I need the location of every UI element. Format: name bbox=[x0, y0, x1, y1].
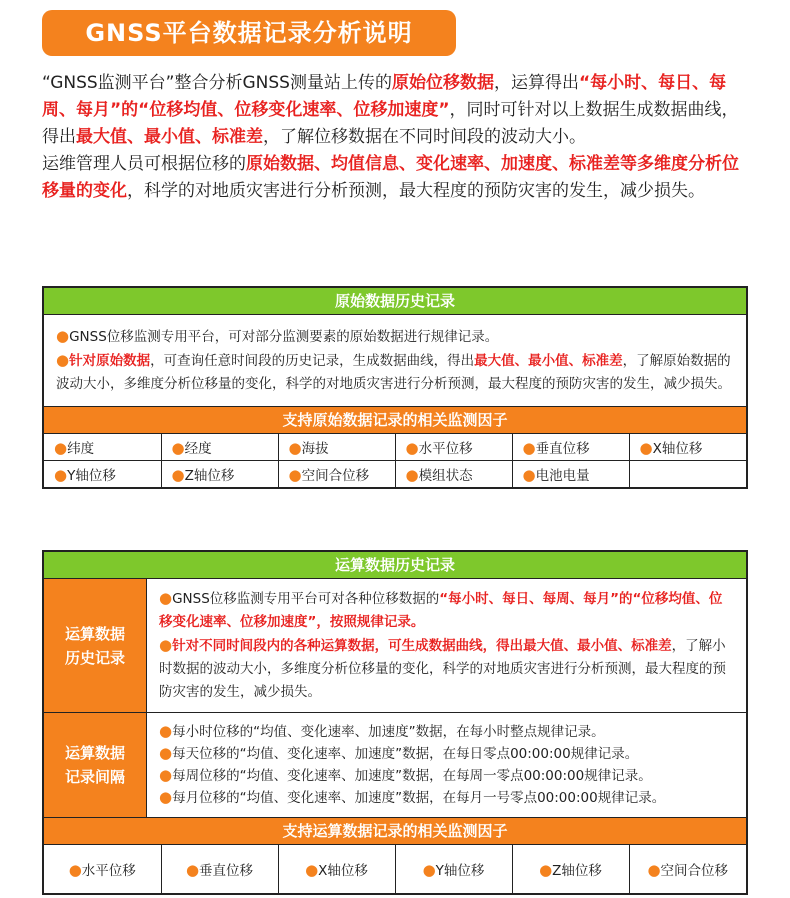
intro-paragraph-1 bbox=[42, 70, 752, 151]
factor-cell bbox=[512, 845, 629, 893]
raw-factors-table bbox=[44, 434, 746, 487]
factor-cell bbox=[278, 845, 395, 893]
orange-dot-icon: ● bbox=[647, 861, 661, 879]
factor-cell bbox=[512, 461, 629, 488]
orange-dot-icon: ● bbox=[405, 466, 419, 484]
factor-label: Z轴位移 bbox=[552, 863, 602, 879]
body-text: ，了解小时数据的波动大小，多维度分析位移量的变化，科学的对地质灾害进行分析预测，最大程度的预防灾害的发生，减少损失。 bbox=[159, 638, 726, 700]
calc-interval-label: 运算数据 记录间隔 bbox=[44, 713, 147, 817]
interval-item bbox=[159, 787, 734, 809]
calc-text-1 bbox=[159, 591, 722, 630]
body-text: 运维管理人员可根据位移的 bbox=[42, 154, 246, 174]
factor-cell bbox=[161, 434, 278, 461]
orange-dot-icon: ● bbox=[522, 439, 536, 457]
empty-cell bbox=[629, 461, 746, 488]
orange-dot-icon: ● bbox=[68, 861, 82, 879]
factor-label: 水平位移 bbox=[81, 863, 136, 879]
body-text: “GNSS监测平台”整合分析GNSS测量站上传的 bbox=[42, 73, 392, 93]
calc-factors-header: 支持运算数据记录的相关监测因子 bbox=[44, 817, 746, 845]
orange-dot-icon: ● bbox=[171, 439, 185, 457]
body-text: ，同时可针对以上数据生成数据曲线，得出 bbox=[42, 100, 739, 147]
orange-dot-icon: ● bbox=[288, 439, 302, 457]
factor-cell bbox=[395, 845, 512, 893]
factor-label: 垂直位移 bbox=[535, 441, 590, 457]
raw-data-header: 原始数据历史记录 bbox=[44, 288, 746, 315]
factor-label: X轴位移 bbox=[652, 441, 703, 457]
factor-label: Y轴位移 bbox=[67, 468, 116, 484]
raw-factors-header: 支持原始数据记录的相关监测因子 bbox=[44, 406, 746, 434]
raw-line-1: GNSS位移监测专用平台，可对部分监测要素的原始数据进行规律记录。 bbox=[69, 329, 499, 345]
interval-text: 每周位移的“均值、变化速率、加速度”数据，在每周一零点00:00:00规律记录。 bbox=[172, 768, 652, 784]
calc-interval-list bbox=[147, 713, 746, 817]
calc-history-description bbox=[147, 579, 746, 712]
interval-text: 每月位移的“均值、变化速率、加速度”数据，在每月一号零点00:00:00规律记录。 bbox=[172, 790, 666, 806]
orange-dot-icon: ● bbox=[171, 466, 185, 484]
factor-cell bbox=[44, 434, 161, 461]
highlight-text: 原始位移数据 bbox=[391, 73, 494, 93]
factor-cell bbox=[395, 434, 512, 461]
factor-label: 模组状态 bbox=[418, 468, 473, 484]
highlight-text: 针对不同时间段内的各种运算数据，可生成数据曲线，得出最大值、最小值、标准差 bbox=[172, 638, 672, 654]
orange-dot-icon: ● bbox=[405, 439, 419, 457]
highlight-text: 最大值、最小值、标准差 bbox=[474, 353, 623, 369]
factor-cell bbox=[44, 461, 161, 488]
factor-label: 海拔 bbox=[301, 441, 329, 457]
highlight-text: “每小时、每日、每周、每月”的“位移均值、位移变化速率、位移加速度” bbox=[42, 73, 727, 120]
orange-dot-icon: ● bbox=[159, 788, 173, 806]
factor-label: 垂直位移 bbox=[199, 863, 254, 879]
factor-cell bbox=[44, 845, 161, 893]
orange-dot-icon: ● bbox=[159, 722, 173, 740]
orange-dot-icon: ● bbox=[54, 466, 68, 484]
orange-dot-icon: ● bbox=[159, 766, 173, 784]
orange-dot-icon: ● bbox=[539, 861, 553, 879]
calc-data-card bbox=[42, 550, 748, 895]
orange-dot-icon: ● bbox=[639, 439, 653, 457]
orange-dot-icon: ● bbox=[54, 439, 68, 457]
factor-cell bbox=[629, 434, 746, 461]
orange-dot-icon: ● bbox=[422, 861, 436, 879]
factor-row bbox=[44, 434, 746, 461]
raw-line-2 bbox=[56, 353, 731, 392]
interval-text: 每天位移的“均值、变化速率、加速度”数据，在每日零点00:00:00规律记录。 bbox=[172, 746, 639, 762]
calc-interval-row bbox=[44, 713, 746, 817]
factor-label: 纬度 bbox=[67, 441, 95, 457]
interval-text: 每小时位移的“均值、变化速率、加速度”数据，在每小时整点规律记录。 bbox=[172, 724, 605, 740]
body-text: GNSS位移监测专用平台可对各种位移数据的 bbox=[172, 591, 440, 607]
interval-item bbox=[159, 765, 734, 787]
factor-label: Y轴位移 bbox=[435, 863, 485, 879]
orange-dot-icon: ● bbox=[159, 589, 173, 607]
factor-label: 空间合位移 bbox=[660, 863, 729, 879]
factor-row bbox=[44, 461, 746, 488]
orange-dot-icon: ● bbox=[288, 466, 302, 484]
orange-dot-icon: ● bbox=[522, 466, 536, 484]
factor-label: 电池电量 bbox=[535, 468, 590, 484]
calc-history-row bbox=[44, 579, 746, 713]
calc-data-header: 运算数据历史记录 bbox=[44, 552, 746, 579]
factor-cell bbox=[395, 461, 512, 488]
factor-cell bbox=[161, 845, 278, 893]
orange-dot-icon: ● bbox=[185, 861, 200, 879]
factor-cell bbox=[512, 434, 629, 461]
orange-dot-icon: ● bbox=[159, 744, 173, 762]
intro-paragraph-2 bbox=[42, 151, 752, 205]
raw-data-card bbox=[42, 286, 748, 489]
body-text: ，了解原始数据的波动大小，多维度分析位移量的变化，科学的对地质灾害进行分析预测，最大程度的预防灾害的发生，减少损失。 bbox=[56, 353, 731, 392]
body-text: ，科学的对地质灾害进行分析预测，最大程度的预防灾害的发生，减少损失。 bbox=[127, 181, 705, 201]
orange-dot-icon: ● bbox=[56, 327, 70, 345]
highlight-text: 针对原始数据 bbox=[69, 353, 151, 369]
highlight-text: 原始数据、均值信息、变化速率、加速度、标准差等多维度分析位移量的变化 bbox=[42, 154, 739, 201]
factor-cell bbox=[629, 845, 746, 893]
body-text: ，可查询任意时间段的历史记录，生成数据曲线，得出 bbox=[150, 353, 475, 369]
highlight-text: 最大值、最小值、标准差 bbox=[76, 127, 263, 147]
intro-section bbox=[42, 70, 752, 205]
orange-dot-icon: ● bbox=[56, 351, 70, 369]
factor-cell bbox=[278, 434, 395, 461]
calc-history-label: 运算数据 历史记录 bbox=[44, 579, 147, 712]
factor-cell bbox=[278, 461, 395, 488]
interval-item bbox=[159, 743, 734, 765]
orange-dot-icon: ● bbox=[159, 636, 173, 654]
factor-label: Z轴位移 bbox=[184, 468, 235, 484]
page-title: GNSS平台数据记录分析说明 bbox=[42, 10, 456, 56]
calc-text-2 bbox=[159, 638, 726, 700]
calc-factors-table bbox=[44, 845, 746, 893]
factor-label: 空间合位移 bbox=[301, 468, 370, 484]
body-text: ，了解位移数据在不同时间段的波动大小。 bbox=[263, 127, 586, 147]
highlight-text: “每小时、每日、每周、每月”的“位移均值、位移变化速率、位移加速度”，按照规律记录。 bbox=[159, 591, 723, 630]
orange-dot-icon: ● bbox=[305, 861, 319, 879]
raw-data-description bbox=[44, 315, 746, 406]
interval-item bbox=[159, 721, 734, 743]
factor-cell bbox=[161, 461, 278, 488]
calc-factors-row bbox=[44, 845, 746, 893]
body-text: ，运算得出 bbox=[493, 73, 579, 93]
factor-label: 水平位移 bbox=[418, 441, 473, 457]
factor-label: X轴位移 bbox=[318, 863, 368, 879]
factor-label: 经度 bbox=[184, 441, 212, 457]
